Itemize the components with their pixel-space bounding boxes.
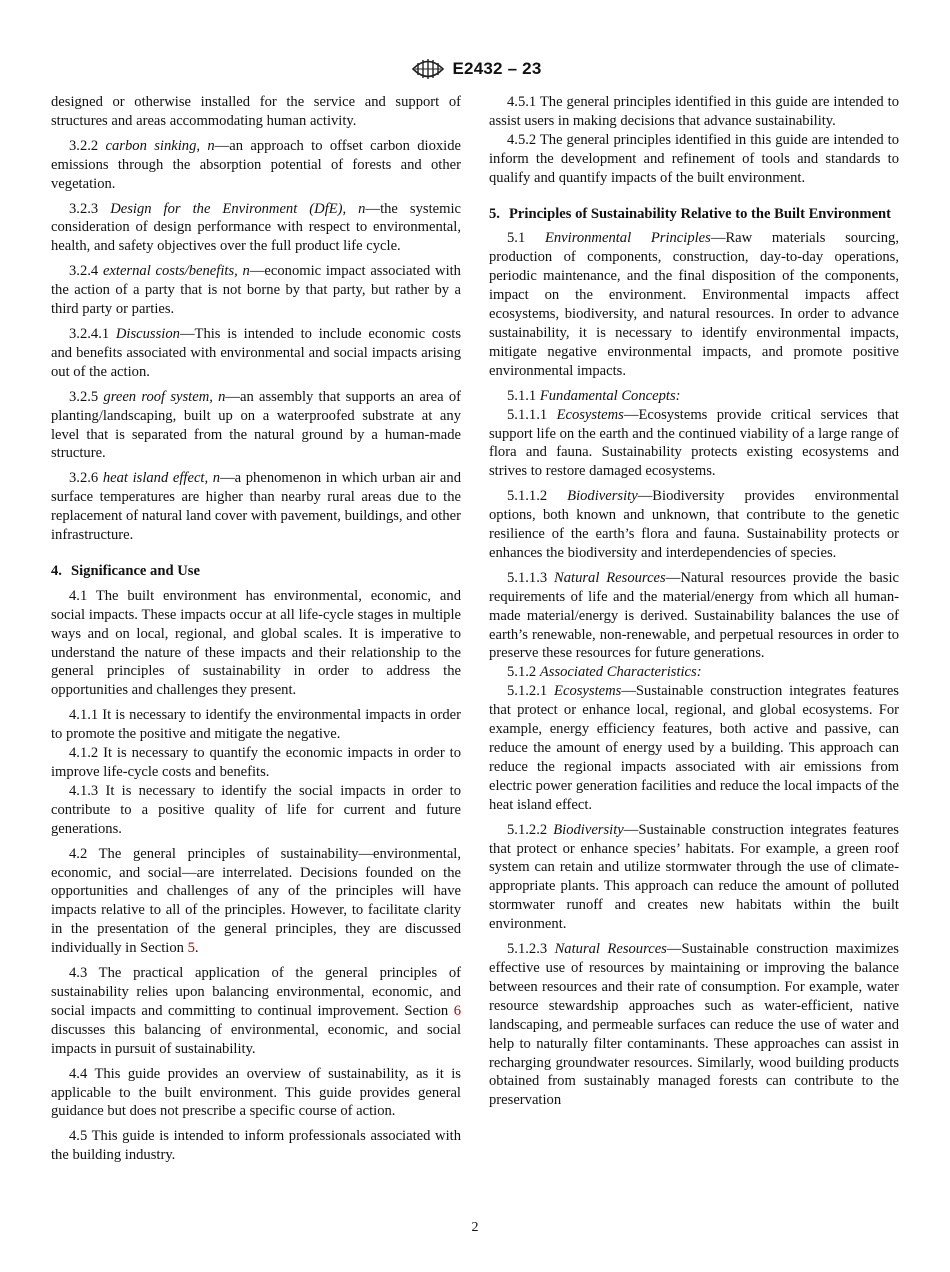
paragraph-4-1-1: 4.1.1 It is necessary to identify the environmental impacts in order to promote the positive and mitigate the negative.	[51, 707, 461, 743]
paragraph-5-1-2: 5.1.2 Associated Characteristics:	[507, 664, 702, 681]
right-column	[489, 93, 899, 1110]
paragraph-5-1-1: 5.1.1 Fundamental Concepts:	[507, 387, 681, 404]
section-5-link[interactable]: 5	[187, 940, 195, 957]
definition-3-2-4-1: 3.2.4.1 Discussion—This is intended to include economic costs and benefits associated with environmental and social impacts arising out of the action.	[51, 325, 462, 380]
definition-3-2-3: 3.2.3 Design for the Environment (DfE), n—the systemic consideration of design performance with respect to environmental, health, and safety objectives over the full product life cycle.	[51, 200, 461, 255]
paragraph-4-2: 4.2 The general principles of sustainability—environmental, economic, and social—are interrelated. Decisions founded on the opportunities and challenges of any of the principles will have impacts relative to all of the principles. However, to facilitate clarity in the presentation of the general principles, they are discussed individually in Section 5.	[51, 845, 461, 957]
paragraph-5-1-2-2: 5.1.2.2 Biodiversity—Sustainable construction integrates features that protect or enhance species’ habitats. For example, a green roof system can retain and utilize stormwater through the use of climate-appropriate plants. This approach can reduce the amount of polluted stormwater runoff and creates new habitats within the built environment.	[489, 821, 899, 933]
section-6-link[interactable]: 6	[453, 1002, 461, 1019]
astm-logo-icon	[409, 56, 447, 82]
paragraph-4-5: 4.5 This guide is intended to inform professionals associated with the building industry.	[51, 1128, 461, 1164]
paragraph-5-1-2-3: 5.1.2.3 Natural Resources—Sustainable construction maximizes effective use of resources by maintaining or improving the balance between resources and their rate of consumption. For example, water resource stewardship approaches such as water-efficient, native landscaping, and permeable surfaces can reduce the use of water and help to naturally filter contaminants. These approaches can assist in recharging groundwater resources. Similarly, wood building products obtained from sustainably managed forests can contribute to the preservation	[489, 941, 899, 1109]
paragraph-5-1-2-1: 5.1.2.1 Ecosystems—Sustainable construction integrates features that protect or enhance local, regional, and global ecosystems. For example, energy efficiency features, both active and passive, can reduce the amount of energy used by a building. This approach can reduce the regional impacts associated with air emissions from electric power generation facilities and reduce the local impacts of the heat island effect.	[489, 683, 899, 813]
paragraph-5-1-1-1: 5.1.1.1 Ecosystems—Ecosystems provide critical services that support life on the earth and the continued viability of a large range of flora and fauna. Sustainability protects existing ecosystems and strives to restore damaged ecosystems.	[489, 406, 899, 480]
paragraph-5-1: 5.1 Environmental Principles—Raw materials sourcing, production of components, construction, day-to-day operations, periodic maintenance, and the final disposition of the components, impact on the environment. Environmental impacts affect ecosystems, biodiversity, and natural resources. In order to advance sustainability, it is necessary to identify environmental impacts, mitigate negative environmental impacts, and promote positive environmental impacts.	[489, 230, 899, 379]
paragraph-4-5-2: 4.5.2 The general principles identified in this guide are intended to inform the development and refinement of tools and standards to qualify and quantify impacts of the built environment.	[489, 131, 899, 186]
definition-3-2-5: 3.2.5 green roof system, n—an assembly that supports an area of planting/landscaping, built up on a waterproofed substrate at any level that is separated from the natural ground by a human-made structure.	[51, 388, 462, 462]
section-heading-4: 4. Significance and Use	[51, 562, 200, 579]
left-column	[51, 93, 461, 1171]
paragraph-4-1: 4.1 The built environment has environmental, economic, and social impacts. These impacts occur at all life-cycle stages in multiple ways and on local, regional, and global scales. It is imperative to understand the nature of these impacts and their relationship to the general principles of sustainability in order to address the opportunities and challenges they present.	[51, 587, 461, 699]
section-heading-5: 5. Principles of Sustainability Relative to the Built Environment	[489, 205, 892, 222]
standard-designation: E2432 – 23	[452, 59, 542, 78]
definition-3-2-4: 3.2.4 external costs/benefits, n—economic impact associated with the action of a party that is not borne by that party, but rather by a third party or parties.	[51, 263, 461, 318]
definition-3-2-6: 3.2.6 heat island effect, n—a phenomenon in which urban air and surface temperatures are higher than nearby rural areas due to the replacement of natural land cover with pavement, buildings, and other infrastructure.	[51, 470, 461, 544]
paragraph-4-4: 4.4 This guide provides an overview of sustainability, as it is applicable to the built environment. This guide provides general guidance but does not prescribe a specific course of action.	[51, 1065, 461, 1120]
paragraph-5-1-1-3: 5.1.1.3 Natural Resources—Natural resources provide the basic requirements of life and the material/energy from which all human-made material/energy is derived. Sustainability balances the use of earth’s renewable, non-renewable, and perpetual resources in order to preserve these resources for future generations.	[489, 569, 899, 662]
page-number: 2	[471, 1220, 479, 1235]
page-header	[0, 56, 950, 82]
paragraph-4-1-3: 4.1.3 It is necessary to identify the social impacts in order to contribute to a positive quality of life for current and future generations.	[51, 782, 461, 837]
definition-3-2-2: 3.2.2 carbon sinking, n—an approach to offset carbon dioxide emissions through the absorption potential of forests and other vegetation.	[51, 137, 461, 192]
paragraph-4-3: 4.3 The practical application of the general principles of sustainability relies upon balancing environmental, economic, and social impacts and committing to continual improvement. Section 6 discusses this balancing of environmental, economic, and social impacts in pursuit of sustainability.	[51, 965, 461, 1057]
paragraph-5-1-1-2: 5.1.1.2 Biodiversity—Biodiversity provides environmental options, both known and unknown, that contribute to the genetic resilience of the earth’s flora and fauna. Sustainability protects or enhances the biodiversity and interdependencies of species.	[489, 488, 899, 561]
paragraph-4-5-1: 4.5.1 The general principles identified in this guide are intended to assist users in making decisions that advance sustainability.	[489, 94, 899, 129]
paragraph: designed or otherwise installed for the service and support of structures and areas accommodating human activity.	[51, 94, 461, 129]
paragraph-4-1-2: 4.1.2 It is necessary to quantify the economic impacts in order to improve life-cycle costs and benefits.	[51, 745, 461, 780]
